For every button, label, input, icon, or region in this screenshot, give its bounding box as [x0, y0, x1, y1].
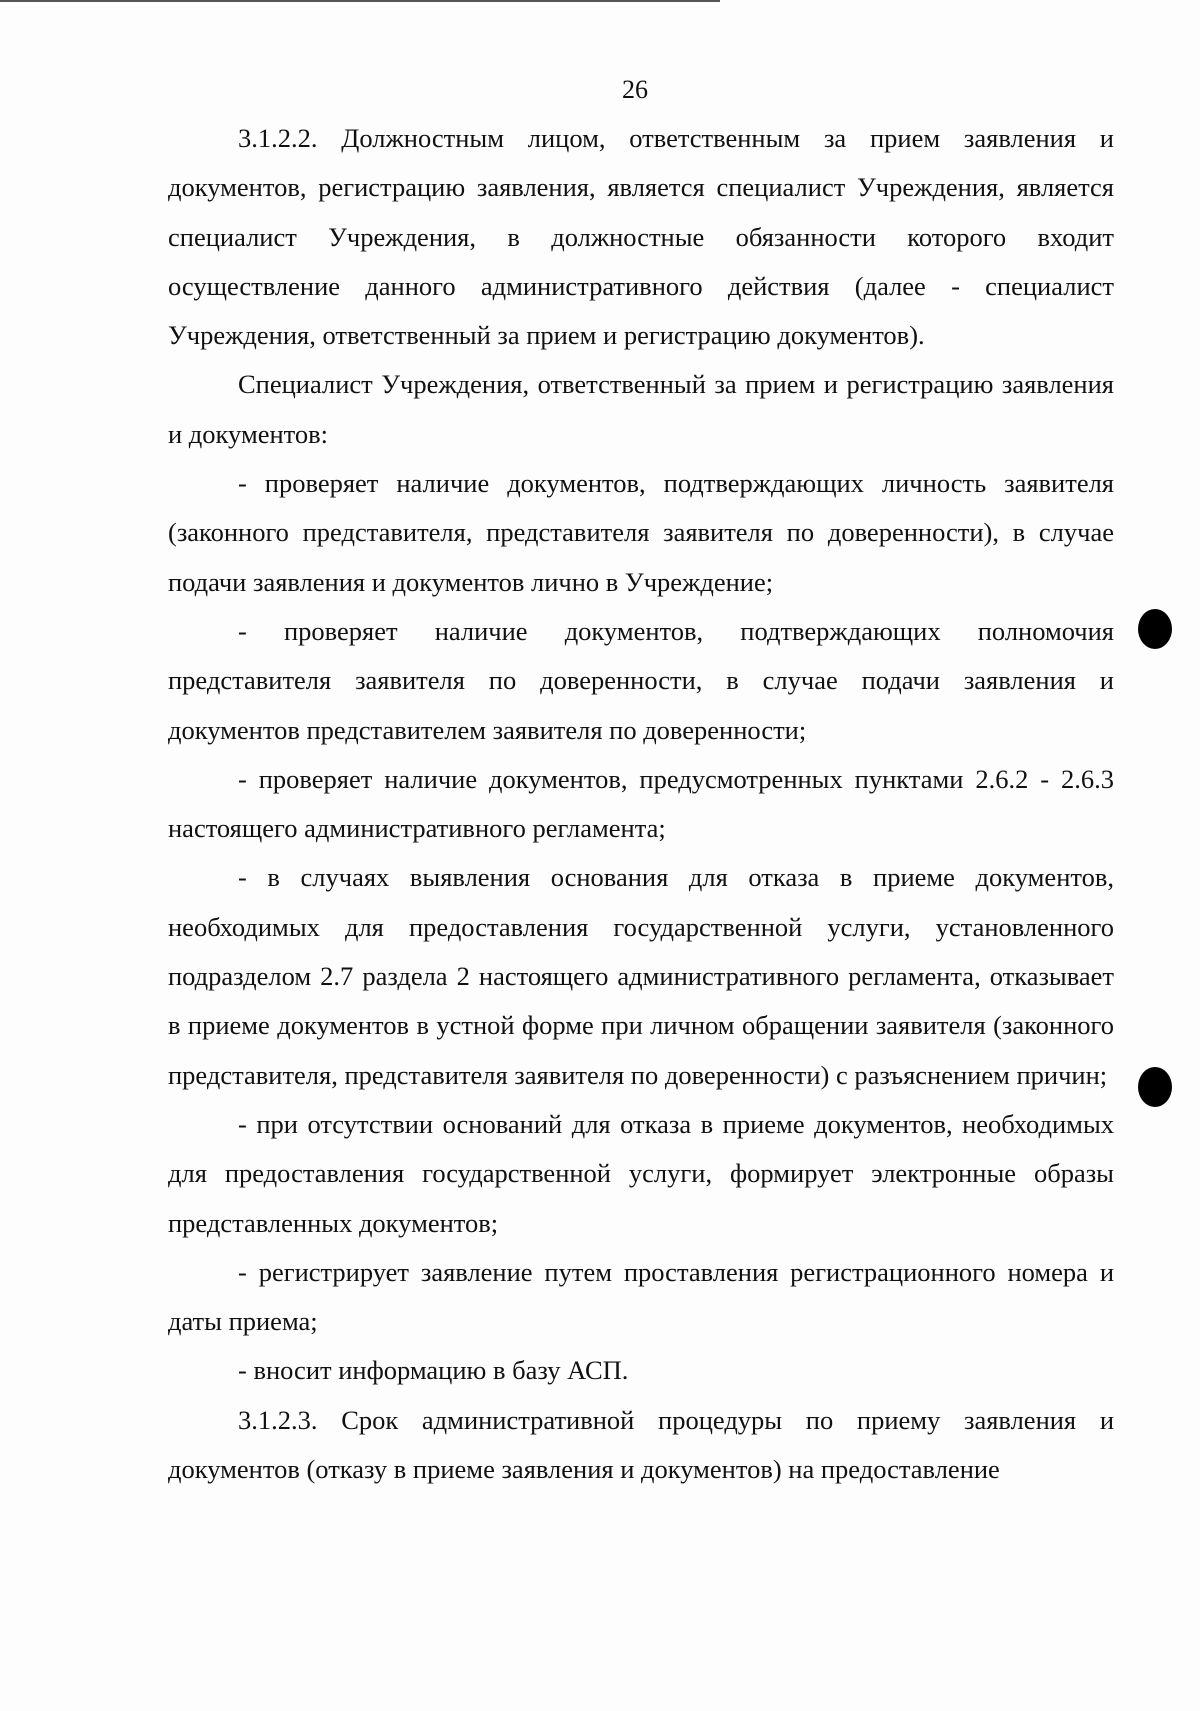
list-item-electronic-images: - при отсутствии оснований для отказа в приеме документов, необходимых для предоставления государственной услуги, формирует электронные образы представленных документов;	[168, 1108, 1114, 1238]
punch-hole-lower	[1138, 1067, 1172, 1107]
list-item-documents-check: - проверяет наличие документов, предусмотренных пунктами 2.6.2 - 2.6.3 настоящего административного регламента;	[168, 763, 1114, 844]
paragraph-specialist-intro: Специалист Учреждения, ответственный за прием и регистрацию заявления и документов:	[168, 369, 1114, 449]
punch-hole-upper	[1138, 609, 1172, 649]
list-item-authority-check: - проверяет наличие документов, подтверждающих полномочия представителя заявителя по доверенности, в случае подачи заявления и документов представителем заявителя по доверенности;	[168, 615, 1114, 745]
scan-edge-line	[0, 0, 720, 2]
paragraph-3-1-2-2: 3.1.2.2. Должностным лицом, ответственным за прием заявления и документов, регистрацию заявления, является специалист Учреждения, является специалист Учреждения, в должностные обязанности которого входит осуществление данного административного действия (далее - специалист Учреждения, ответственный за прием и регистрацию документов).	[168, 123, 1114, 351]
list-item-registration: - регистрирует заявление путем проставления регистрационного номера и даты приема;	[168, 1256, 1114, 1337]
paragraph-3-1-2-3: 3.1.2.3. Срок административной процедуры по приему заявления и документов (отказу в приеме заявления и документов) на предоставление	[168, 1404, 1114, 1485]
document-body	[168, 114, 1114, 1494]
list-item-identity-check: - проверяет наличие документов, подтверждающих личность заявителя (законного представителя, представителя заявителя по доверенности), в случае подачи заявления и документов лично в Учреждение;	[168, 468, 1114, 597]
page-number: 26	[622, 75, 648, 104]
list-item-refusal: - в случаях выявления основания для отказа в приеме документов, необходимых для предоставления государственной услуги, установленного подразделом 2.7 раздела 2 настоящего административного регламента, отказывает в приеме документов в устной форме при личном обращении заявителя (законного представителя, представителя заявителя по доверенности) с разъяснением причин;	[168, 862, 1114, 1090]
list-item-database-entry: - вносит информацию в базу АСП.	[238, 1355, 629, 1386]
